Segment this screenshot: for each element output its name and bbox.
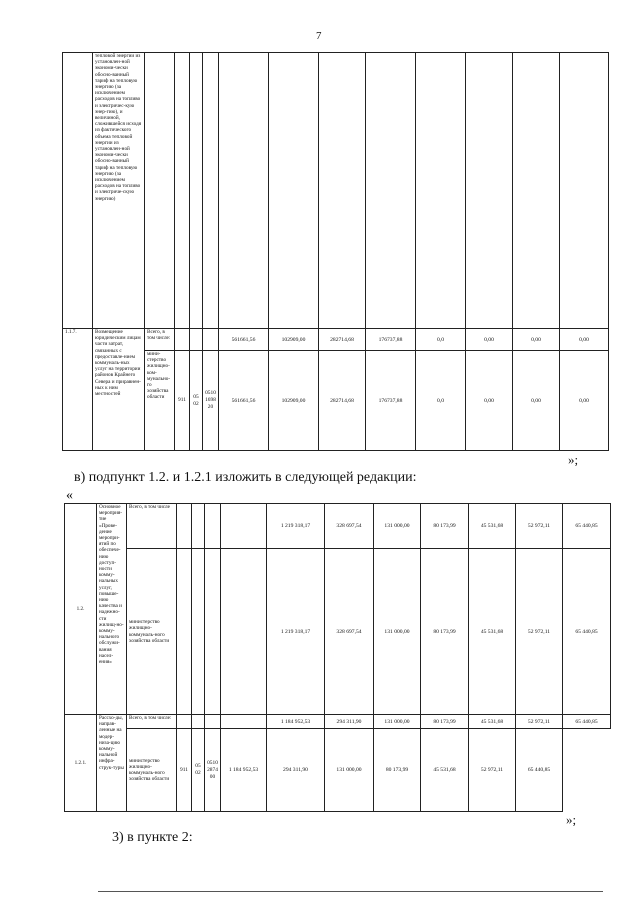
total-label: Всего, в том числе:	[127, 715, 177, 729]
ministry-label: министерство жилищно-коммуналь-ного хозяйства области	[127, 549, 177, 715]
value-cell: 561661,56	[219, 329, 269, 351]
value-cell: 45 531,68	[469, 715, 516, 729]
table-new-edition	[64, 503, 611, 812]
code-cell: 0502	[190, 351, 203, 451]
value-cell: 282714,68	[319, 351, 366, 451]
ministry-label: министерство жилищно-коммуналь-ного хозяйства области	[127, 729, 177, 812]
value-cell: 52 972,11	[469, 729, 516, 812]
value-cell: 176737,88	[366, 351, 416, 451]
value-cell: 561661,56	[219, 351, 269, 451]
value-cell: 52 972,11	[516, 504, 563, 549]
description-continuation: тепловой энергии из установлен-ной экономи-чески обосно-ванный тариф на тепловую энергию (за исключением расходов на топливо и электричес-кую энер-гию), и величиной, сложившейся исходя из фактического объема тепловой энергии из установлен-ной экономи-чески обосно-ванный тариф на тепловую энергию (за исключением расходов на топливо и электриче-скую энергию)	[93, 53, 145, 329]
value-cell: 328 697,54	[325, 504, 374, 549]
value-cell: 0,00	[513, 351, 560, 451]
value-cell: 45 531,68	[421, 729, 469, 812]
instruction-3: 3) в пункте 2:	[112, 830, 193, 845]
value-cell: 65 440,85	[563, 715, 611, 729]
code-cell: 0510287400	[205, 729, 221, 812]
code-cell: 911	[175, 351, 190, 451]
value-cell: 45 531,68	[469, 549, 516, 715]
open-quote: «	[66, 488, 73, 503]
value-cell: 0,00	[513, 329, 560, 351]
value-cell: 80 173,99	[421, 504, 469, 549]
code-cell: 0510169820	[203, 351, 219, 451]
code-cell: 0502	[192, 729, 205, 812]
ministry-label: мини-стерство жилищно-ком-мунально-го хозяйства области	[145, 351, 175, 451]
value-cell: 294 311,90	[325, 715, 374, 729]
value-cell: 102909,00	[269, 329, 319, 351]
value-cell: 1 219 318,17	[267, 504, 325, 549]
value-cell: 65 440,85	[563, 504, 611, 549]
value-cell: 0,00	[560, 351, 609, 451]
page-number: 7	[316, 30, 322, 42]
value-cell: 176737,88	[366, 329, 416, 351]
row-description: Рассхо-ды, направ-ленные на модер-низа-цию комму-нальной инфра-струк-туры	[97, 715, 127, 812]
value-cell: 294 311,90	[267, 729, 325, 812]
row-description: Возмещение юридическим лицам части затрат, связанных с предоставле-нием коммуналь-ных услуг на территории районов Крайнего Севера и приравнен-ных к ним местностей	[93, 329, 145, 451]
total-label: Всего, в том числе	[127, 504, 177, 549]
value-cell: 1 184 952,53	[221, 729, 267, 812]
row-number: 1.2.	[65, 504, 97, 715]
value-cell: 0,00	[560, 329, 609, 351]
value-cell: 102909,00	[269, 351, 319, 451]
instruction-b: в) подпункт 1.2. и 1.2.1 изложить в следующей редакции:	[74, 470, 417, 485]
value-cell: 0,0	[416, 329, 466, 351]
close-quote: »;	[568, 452, 579, 467]
footer-divider	[98, 891, 603, 892]
value-cell: 131 000,00	[374, 504, 421, 549]
value-cell: 65 440,85	[516, 729, 563, 812]
total-label: Всего, в том числе:	[145, 329, 175, 351]
value-cell: 80 173,99	[421, 715, 469, 729]
value-cell: 1 184 952,53	[267, 715, 325, 729]
value-cell: 0,00	[466, 351, 513, 451]
value-cell: 282714,68	[319, 329, 366, 351]
row-description: Основное мероприя-тие «Прове-дение меропри-ятий по обеспече-нию доступ-ности комму-нальных услуг, повыше-нию качества и надежно-сти жилищ-но-комму-нального обслужи-вания насел-ения»	[97, 504, 127, 715]
value-cell: 45 531,68	[469, 504, 516, 549]
code-cell: 911	[177, 729, 192, 812]
row-number: 1.1.7.	[63, 329, 93, 451]
value-cell: 52 972,11	[516, 549, 563, 715]
value-cell: 131 000,00	[374, 715, 421, 729]
value-cell: 0,00	[466, 329, 513, 351]
value-cell: 131 000,00	[374, 549, 421, 715]
value-cell: 52 972,11	[516, 715, 563, 729]
value-cell: 80 173,99	[421, 549, 469, 715]
value-cell: 328 697,54	[325, 549, 374, 715]
value-cell: 0,0	[416, 351, 466, 451]
close-quote: »;	[566, 812, 577, 827]
value-cell: 80 173,99	[374, 729, 421, 812]
table-continuation	[62, 52, 609, 451]
value-cell: 131 000,00	[325, 729, 374, 812]
row-number: 1.2.1.	[65, 715, 97, 812]
value-cell: 1 219 318,17	[267, 549, 325, 715]
value-cell: 65 440,85	[563, 549, 611, 715]
